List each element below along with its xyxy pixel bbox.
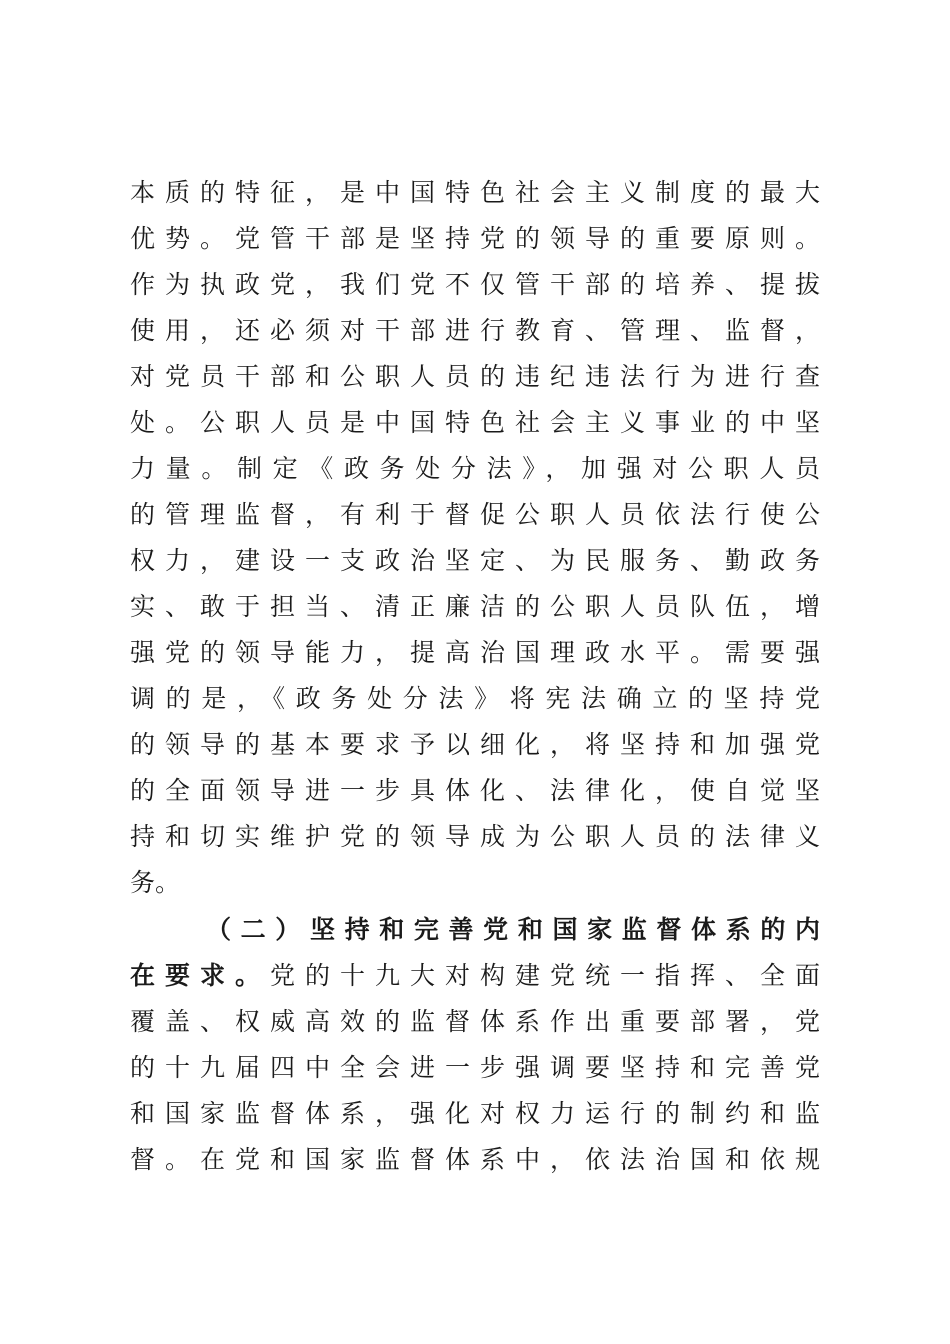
text-line: 的管理监督，有利于督促公职人员依法行使公 [130, 500, 820, 529]
text-line: 作为执政党，我们党不仅管干部的培养、提拔 [130, 270, 820, 299]
text-run: 党的十九大对构建党统一指挥、全面 [270, 961, 820, 990]
text-line: 本质的特征，是中国特色社会主义制度的最大 [130, 178, 820, 207]
text-line: 强党的领导能力，提高治国理政水平。需要强 [130, 638, 820, 667]
text-line: 的十九届四中全会进一步强调要坚持和完善党 [130, 1053, 820, 1082]
text-line: 优势。党管干部是坚持党的领导的重要原则。 [130, 224, 820, 253]
text-line: 和国家监督体系，强化对权力运行的制约和监 [130, 1099, 820, 1128]
section-heading-end: 在要求。 [130, 961, 270, 990]
text-line: 覆盖、权威高效的监督体系作出重要部署，党 [130, 1007, 820, 1036]
text-line: 处。公职人员是中国特色社会主义事业的中坚 [130, 408, 820, 437]
text-line: 的领导的基本要求予以细化，将坚持和加强党 [130, 730, 820, 759]
text-line: 的全面领导进一步具体化、法律化，使自觉坚 [130, 776, 820, 805]
text-line: 权力，建设一支政治坚定、为民服务、勤政务 [130, 546, 820, 575]
text-line [130, 953, 820, 999]
text-line: 持和切实维护党的领导成为公职人员的法律义 [130, 822, 820, 851]
text-line: 对党员干部和公职人员的违纪违法行为进行查 [130, 362, 820, 391]
text-line: 调的是，《政务处分法》将宪法确立的坚持党 [130, 684, 820, 713]
text-line: 务。 [130, 868, 181, 897]
paragraph-1 [130, 170, 820, 906]
text-line: 督。在党和国家监督体系中，依法治国和依规 [130, 1145, 820, 1174]
section-heading: （二）坚持和完善党和国家监督体系的内 [206, 915, 820, 944]
paragraph-2 [130, 907, 820, 1183]
text-line: 使用，还必须对干部进行教育、管理、监督， [130, 316, 820, 345]
text-line: 实、敢于担当、清正廉洁的公职人员队伍，增 [130, 592, 820, 621]
text-line: 力量。制定《政务处分法》，加强对公职人员 [130, 454, 820, 483]
